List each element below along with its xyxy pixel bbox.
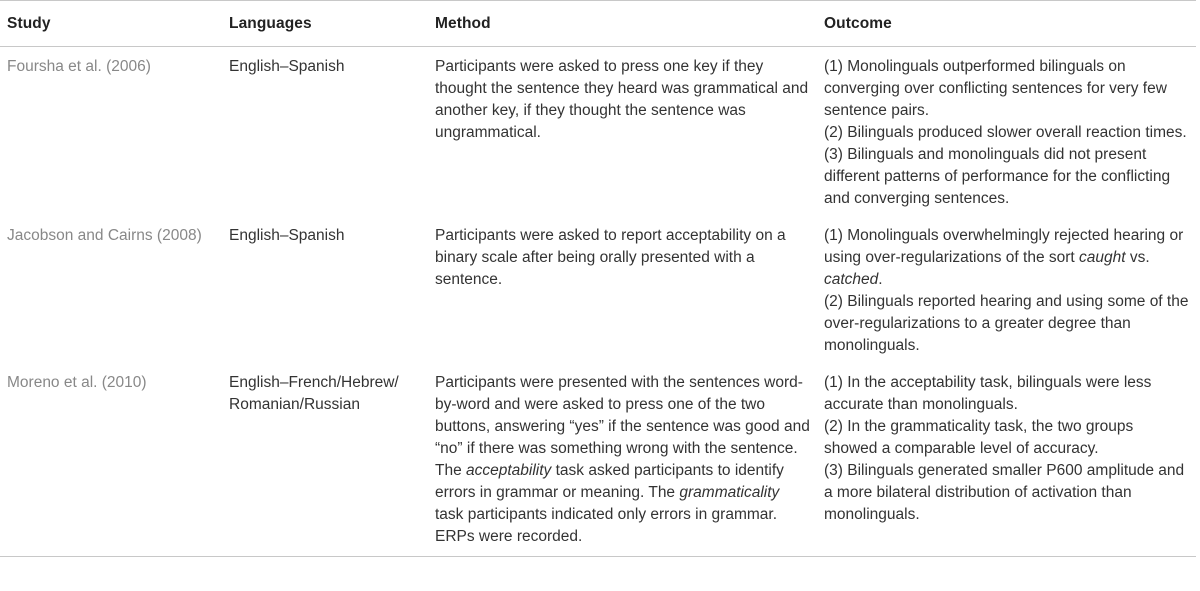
cell-method: Participants were asked to press one key if they thought the sentence they heard was grammatical and another key, if they thought the sentence was ungrammatical.	[435, 58, 809, 141]
header-outcome: Outcome	[824, 15, 892, 32]
outcome-item: (2) Bilinguals produced slower overall reaction times.	[824, 124, 1187, 141]
cell-method	[428, 363, 817, 557]
outcome-item: (3) Bilinguals generated smaller P600 amplitude and a more bilateral distribution of activation than monolinguals.	[824, 462, 1185, 523]
cell-outcome	[817, 363, 1196, 557]
cell-study: Jacobson and Cairns (2008)	[7, 227, 202, 244]
method-italic-term: grammaticality	[679, 484, 780, 501]
outcome-text: (1) Monolinguals overwhelmingly rejected hearing or using over-regularizations of the sort	[824, 227, 1184, 266]
outcome-item: (3) Bilinguals and monolinguals did not present different patterns of performance for the conflicting and converging sentences.	[824, 146, 1171, 207]
table-header-row	[0, 1, 1196, 47]
header-languages: Languages	[229, 15, 312, 32]
table-row	[0, 216, 1196, 363]
method-italic-term: acceptability	[466, 462, 552, 479]
cell-method: Participants were asked to report acceptability on a binary scale after being orally presented with a sentence.	[435, 227, 786, 288]
method-text: task asked participants to identify errors in grammar or meaning. The	[435, 462, 784, 501]
outcome-text: .	[878, 271, 883, 288]
cell-outcome	[817, 47, 1196, 217]
outcome-item: (1) In the acceptability task, bilinguals were less accurate than monolinguals.	[824, 374, 1152, 413]
header-method: Method	[435, 15, 491, 32]
outcome-item: (2) Bilinguals reported hearing and using some of the over-regularizations to a greater degree than monolinguals.	[824, 293, 1189, 354]
outcome-item	[824, 225, 1190, 291]
table-row	[0, 47, 1196, 217]
outcome-italic-term: caught	[1079, 249, 1126, 266]
outcome-text: vs.	[1125, 249, 1150, 266]
outcome-item: (1) Monolinguals outperformed bilinguals on converging over conflicting sentences for very few sentence pairs.	[824, 58, 1167, 119]
cell-outcome	[817, 216, 1196, 363]
method-text: Participants were presented with the sentences word-by-word and were asked to press one of the two buttons, answering “yes” if the sentence was good and “no” if there was something wrong with the sentence. The	[435, 374, 810, 479]
cell-study: Moreno et al. (2010)	[7, 374, 147, 391]
table-row	[0, 363, 1196, 557]
cell-languages: English–Spanish	[229, 227, 345, 244]
cell-languages: English–Spanish	[229, 58, 345, 75]
outcome-item: (2) In the grammaticality task, the two groups showed a comparable level of accuracy.	[824, 418, 1134, 457]
method-text: task participants indicated only errors in grammar. ERPs were recorded.	[435, 506, 778, 545]
cell-study: Foursha et al. (2006)	[7, 58, 151, 75]
outcome-italic-term: catched	[824, 271, 879, 288]
header-study: Study	[7, 15, 51, 32]
cell-languages: English–French/Hebrew/ Romanian/Russian	[229, 374, 399, 413]
